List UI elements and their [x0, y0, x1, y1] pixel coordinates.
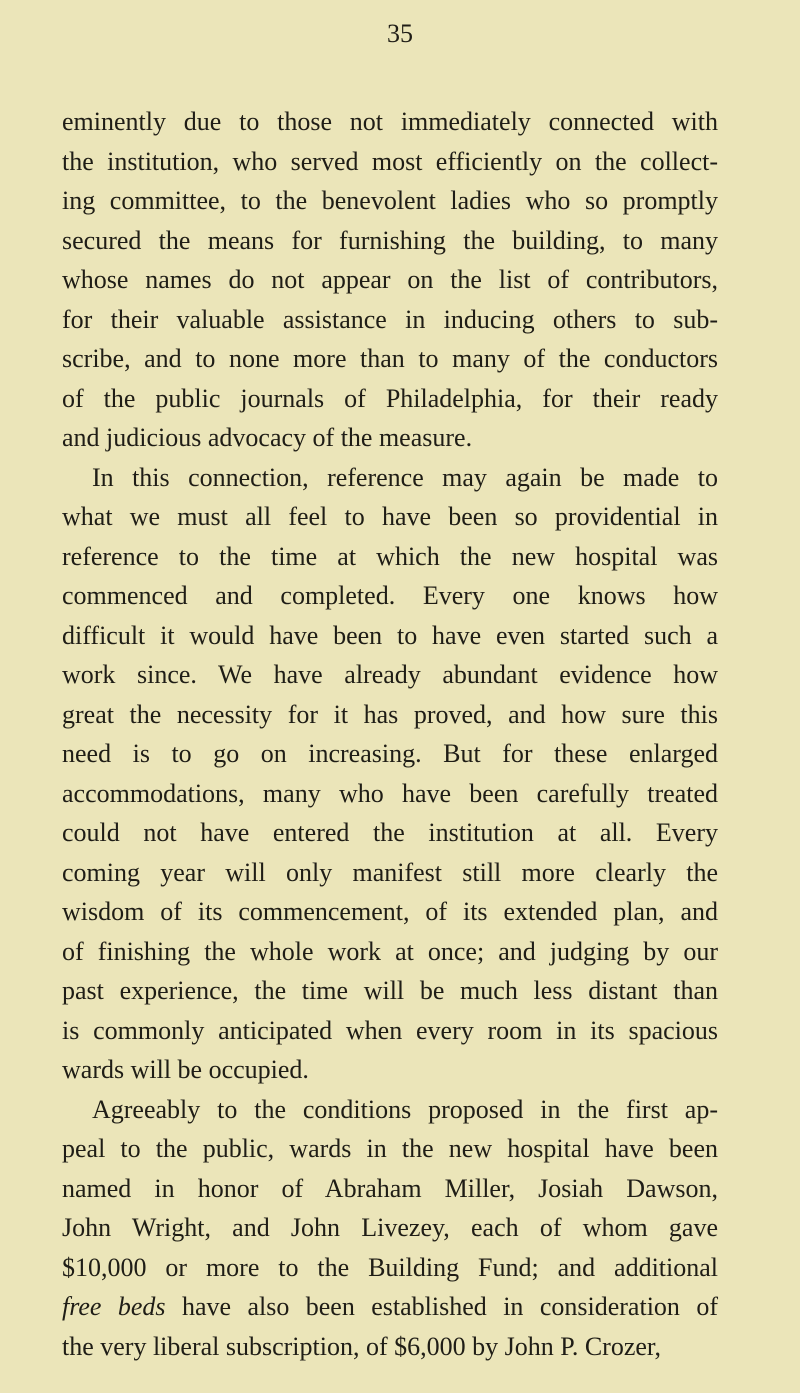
text-line: whose names do not appear on the list of contributors,	[62, 265, 718, 294]
text-line: accommodations, many who have been carefully treated	[62, 778, 718, 808]
text-line: for their valuable assistance in inducing others to sub-	[62, 304, 718, 334]
text-line: secured the means for furnishing the building, to many	[62, 225, 718, 255]
text-line: the very liberal subscription, of $6,000 by John P. Crozer,	[62, 1331, 662, 1361]
body-text	[62, 102, 718, 1366]
text-line: coming year will only manifest still more clearly the	[62, 857, 718, 887]
text-line: In this connection, reference may again be made to	[92, 462, 718, 492]
text-line: of the public journals of Philadelphia, for their ready	[62, 383, 718, 413]
text-line: work since. We have already abundant evidence how	[62, 660, 718, 689]
paragraph-2	[62, 458, 718, 1090]
italic-phrase: free beds	[62, 1292, 166, 1321]
text-line: commenced and completed. Every one knows how	[62, 581, 718, 610]
paragraph-1	[62, 102, 718, 458]
text-line: reference to the time at which the new hospital was	[62, 541, 718, 571]
text-line: peal to the public, wards in the new hospital have been	[62, 1134, 718, 1163]
text-line: wisdom of its commencement, of its extended plan, and	[62, 897, 718, 926]
text-line: named in honor of Abraham Miller, Josiah Dawson,	[62, 1173, 718, 1203]
text-line-italic	[62, 1287, 718, 1327]
text-line: need is to go on increasing. But for these enlarged	[62, 739, 718, 768]
text-line: difficult it would have been to have even started such a	[62, 620, 718, 650]
text-line: eminently due to those not immediately connected with	[62, 107, 718, 136]
text-line: is commonly anticipated when every room in its spacious	[62, 1015, 718, 1045]
text-line: past experience, the time will be much less distant than	[62, 976, 718, 1005]
text-line: wards will be occupied.	[62, 1055, 309, 1084]
text-line: and judicious advocacy of the measure.	[62, 423, 473, 452]
text-line: what we must all feel to have been so providential in	[62, 502, 718, 531]
paragraph-3	[62, 1090, 718, 1367]
text-line: $10,000 or more to the Building Fund; and additional	[62, 1252, 718, 1282]
text-line-rest: have also been established in consideration of	[165, 1292, 718, 1321]
text-line: ing committee, to the benevolent ladies who so promptly	[62, 186, 718, 215]
text-line: great the necessity for it has proved, and how sure this	[62, 699, 718, 729]
page-number: 35	[387, 19, 413, 48]
text-line: John Wright, and John Livezey, each of whom gave	[62, 1213, 718, 1242]
text-line: scribe, and to none more than to many of the conductors	[62, 344, 718, 373]
text-line: could not have entered the institution at all. Every	[62, 818, 718, 847]
text-line: Agreeably to the conditions proposed in the first ap-	[92, 1094, 718, 1124]
text-line: the institution, who served most efficiently on the collect-	[62, 146, 718, 176]
text-line: of finishing the whole work at once; and judging by our	[62, 936, 718, 966]
